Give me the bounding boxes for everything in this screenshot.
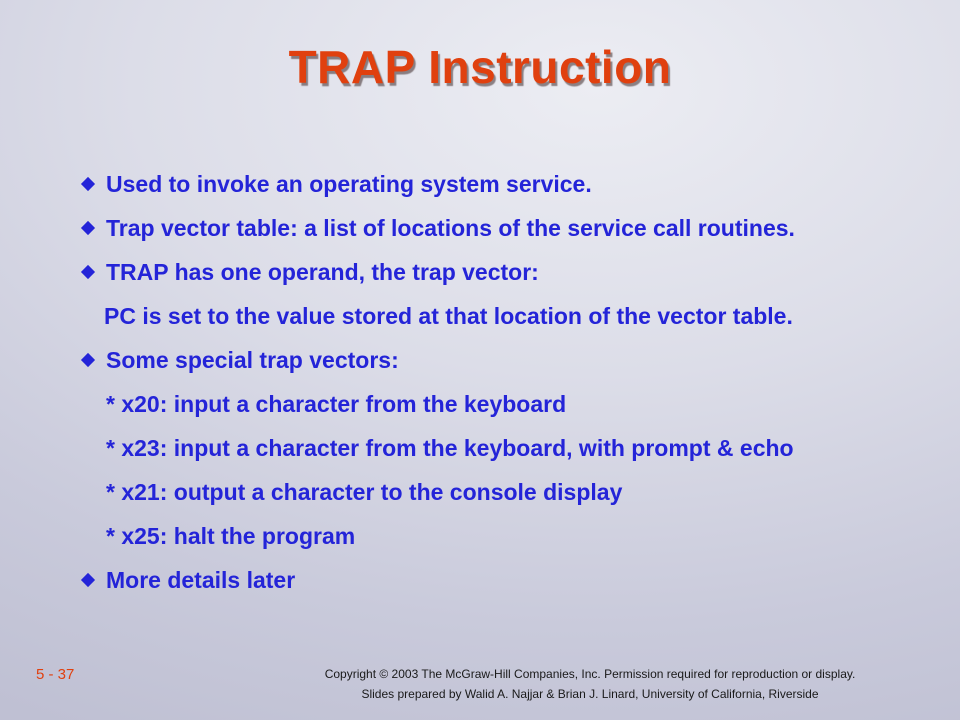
bullet-item bbox=[80, 206, 940, 250]
diamond-bullet-icon bbox=[81, 265, 95, 279]
continuation-line bbox=[80, 294, 940, 338]
footer bbox=[290, 664, 890, 704]
bullet-text: More details later bbox=[106, 567, 296, 593]
bullet-text: Some special trap vectors: bbox=[106, 347, 399, 373]
page-number: 5 - 37 bbox=[36, 666, 75, 683]
diamond-bullet-icon bbox=[81, 353, 95, 367]
bullet-text: Trap vector table: a list of locations of the service call routines. bbox=[106, 215, 795, 241]
bullet-text: TRAP has one operand, the trap vector: bbox=[106, 259, 539, 285]
diamond-bullet-icon bbox=[81, 177, 95, 191]
trap-vector-item bbox=[80, 514, 940, 558]
continuation-text: PC is set to the value stored at that location of the vector table. bbox=[104, 303, 793, 329]
trap-vector-item bbox=[80, 382, 940, 426]
diamond-bullet-icon bbox=[81, 221, 95, 235]
bullet-item bbox=[80, 162, 940, 206]
trap-vector-text: * x23: input a character from the keyboard, with prompt & echo bbox=[106, 435, 794, 461]
trap-vector-text: * x21: output a character to the console display bbox=[106, 479, 623, 505]
copyright-text: Copyright © 2003 The McGraw-Hill Companies, Inc. Permission required for reproduction or display. bbox=[324, 667, 856, 681]
slide-title: TRAP Instruction bbox=[288, 41, 672, 93]
bullet-item bbox=[80, 250, 940, 294]
bullet-list bbox=[80, 162, 940, 602]
credits-text: Slides prepared by Walid A. Najjar & Brian J. Linard, University of California, Riverside bbox=[361, 687, 819, 701]
bullet-item bbox=[80, 338, 940, 382]
trap-vector-text: * x25: halt the program bbox=[106, 523, 356, 549]
trap-vector-item bbox=[80, 470, 940, 514]
bullet-text: Used to invoke an operating system service. bbox=[106, 171, 592, 197]
diamond-bullet-icon bbox=[81, 573, 95, 587]
trap-vector-text: * x20: input a character from the keyboard bbox=[106, 391, 567, 417]
trap-vector-item bbox=[80, 426, 940, 470]
bullet-item bbox=[80, 558, 940, 602]
